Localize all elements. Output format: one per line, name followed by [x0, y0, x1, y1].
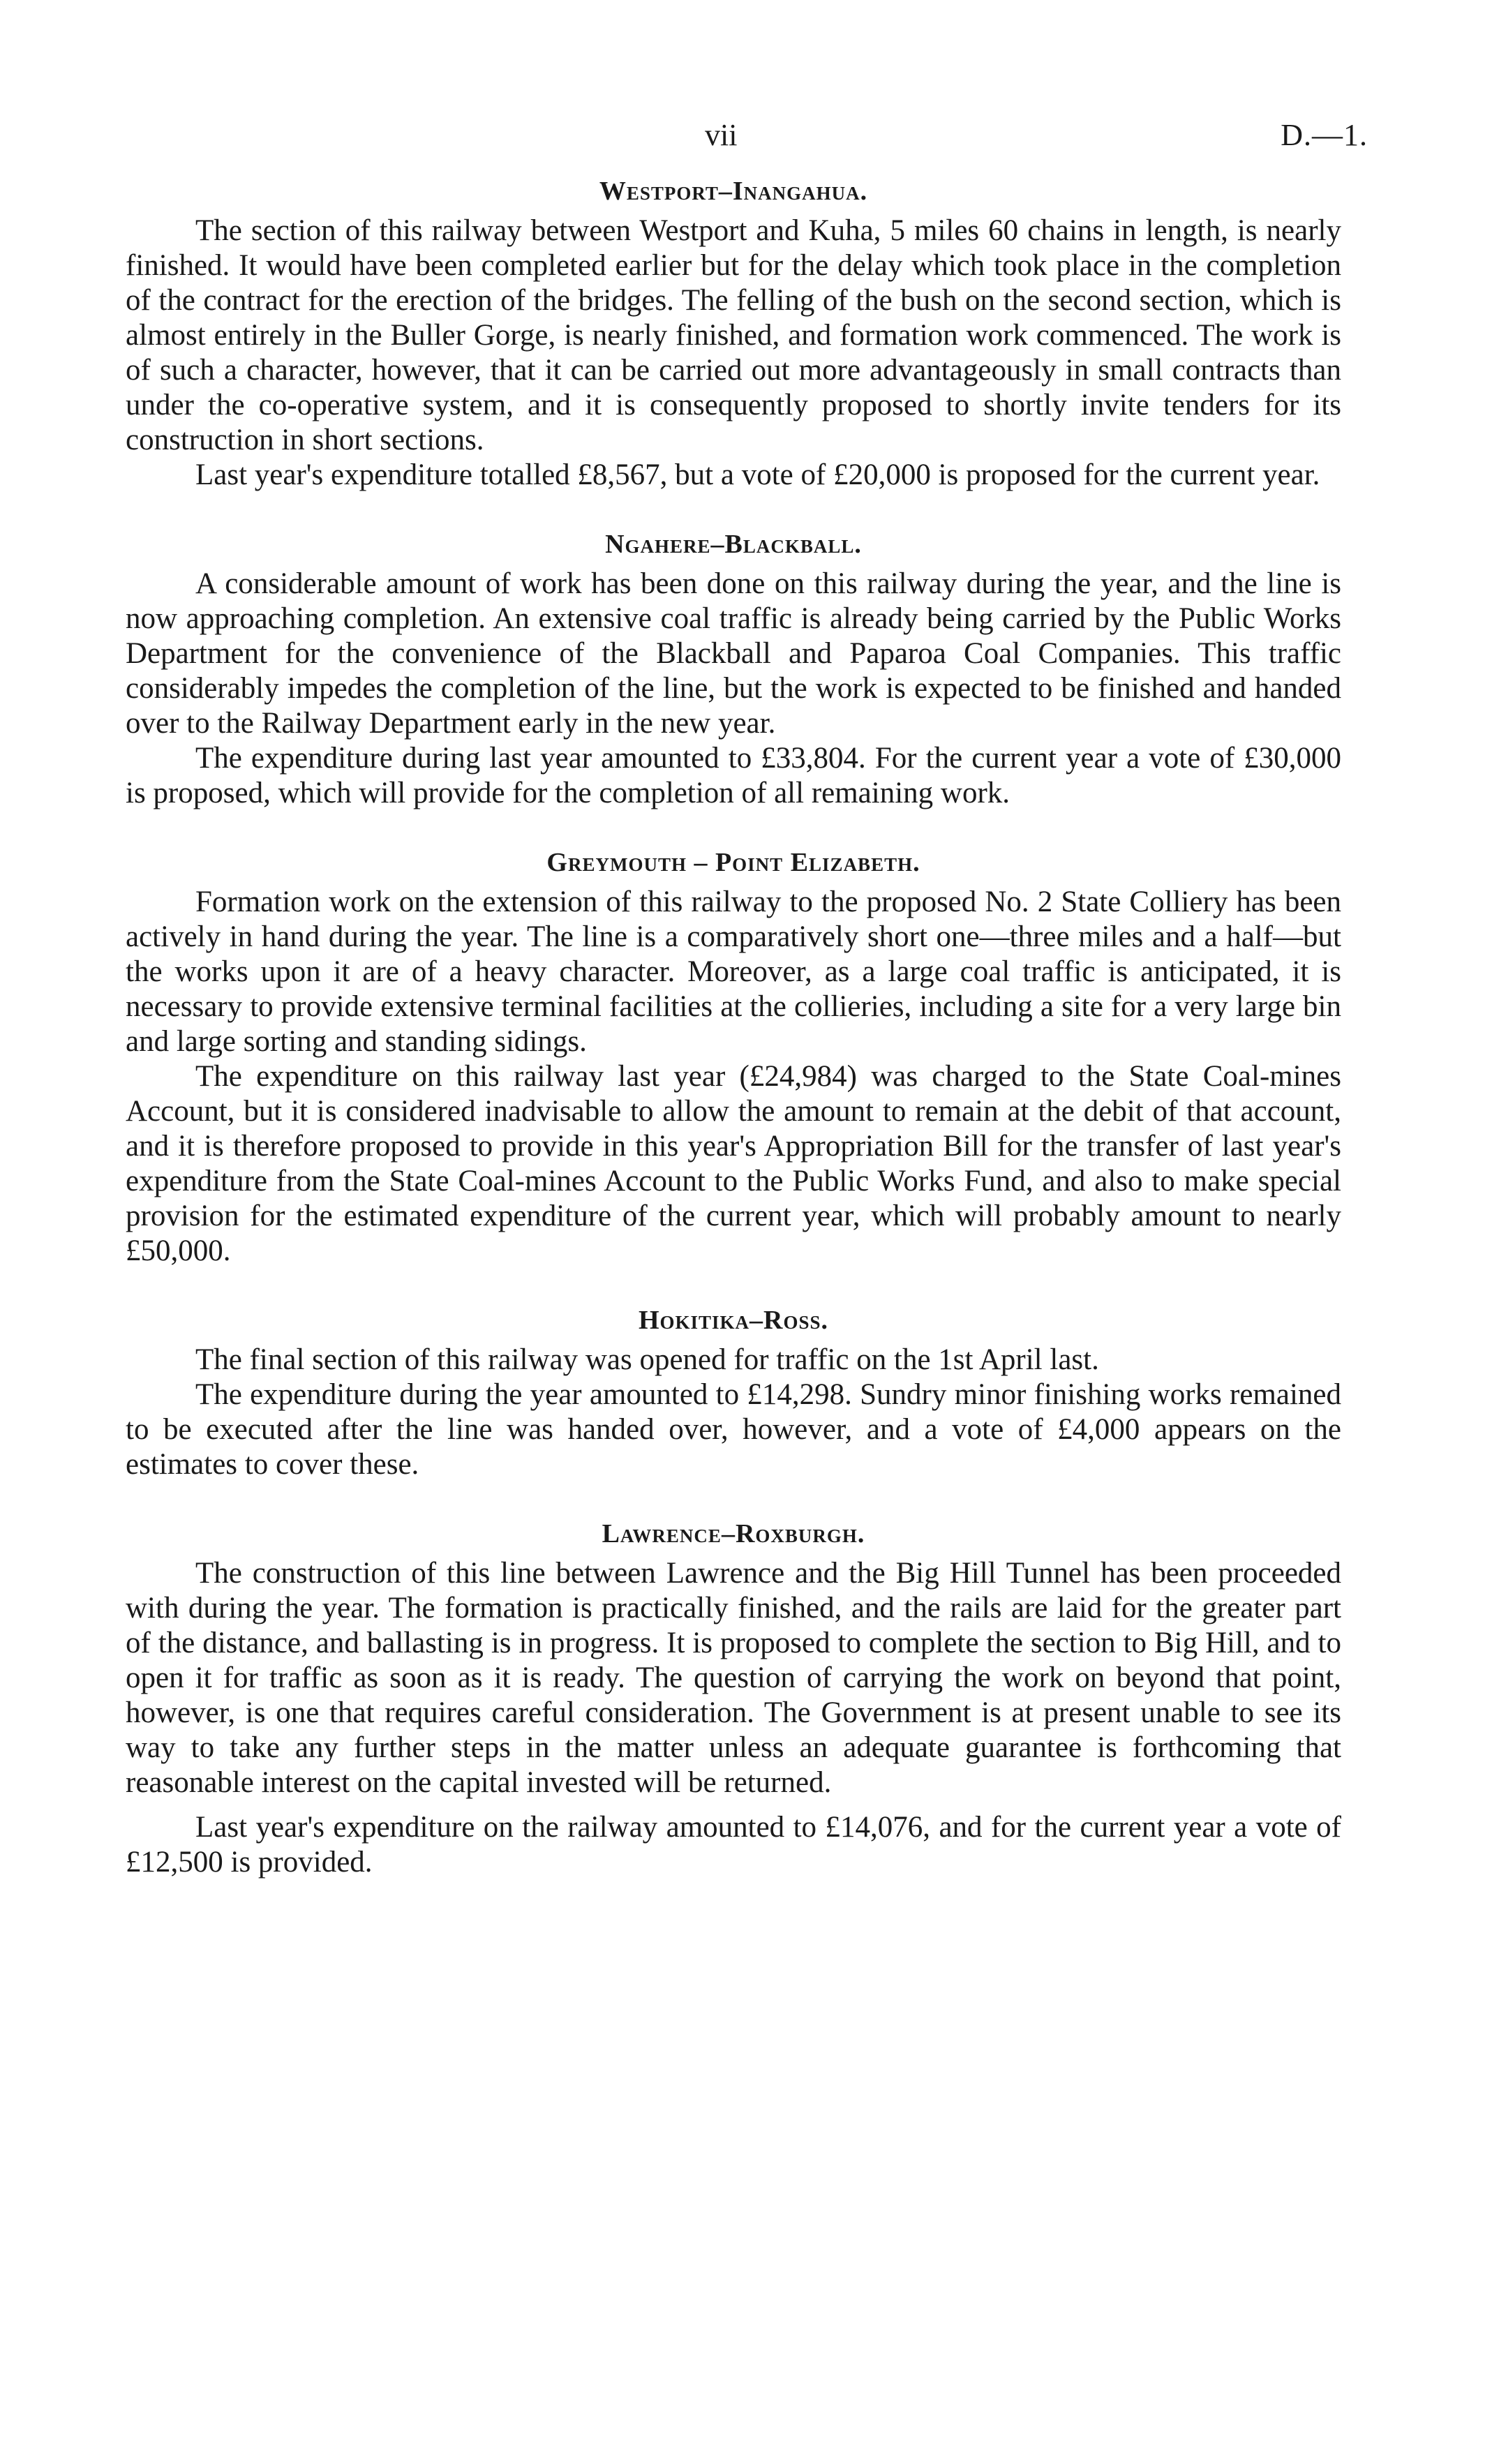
section-heading: Hokitika–Ross.: [638, 1306, 829, 1335]
section-westport-inangahua: [126, 173, 1341, 493]
page-number: vii: [705, 118, 738, 152]
section-heading: Greymouth – Point Elizabeth.: [546, 848, 920, 877]
section-hokitika-ross: [126, 1302, 1341, 1482]
section-heading: Ngahere–Blackball.: [605, 530, 862, 559]
page-header: [0, 117, 1492, 159]
paragraph: The expenditure during the year amounted to £14,298. Sundry minor finishing works remained to be executed after the line was handed over, however, and a vote of £4,000 appears on the estimates to cover these.: [126, 1378, 1341, 1481]
section-lawrence-roxburgh: [126, 1516, 1341, 1880]
paragraph: The final section of this railway was opened for traffic on the 1st April last.: [195, 1343, 1099, 1376]
section-ngahere-blackball: [126, 526, 1341, 811]
section-greymouth-point-elizabeth: [126, 844, 1341, 1269]
paragraph: Last year's expenditure totalled £8,567, but a vote of £20,000 is proposed for the current year.: [195, 458, 1320, 491]
page-body: [126, 173, 1341, 1880]
paragraph: The expenditure on this railway last year (£24,984) was charged to the State Coal-mines Account, but it is considered inadvisable to allow the amount to remain at the debit of that account, and it is therefore proposed to provide in this year's Appropriation Bill for the transfer of last year's expenditure from the State Coal-mines Account to the Public Works Fund, and also to make special provision for the estimated expenditure of the current year, which will probably amount to nearly £50,000.: [126, 1060, 1341, 1267]
paragraph: Last year's expenditure on the railway amounted to £14,076, and for the current year a vote of £12,500 is provided.: [126, 1811, 1341, 1879]
section-heading: Westport–Inangahua.: [599, 177, 868, 206]
paragraph: The expenditure during last year amounted to £33,804. For the current year a vote of £30,000 is proposed, which will provide for the completion of all remaining work.: [126, 742, 1341, 809]
paragraph: The section of this railway between Westport and Kuha, 5 miles 60 chains in length, is nearly finished. It would have been completed earlier but for the delay which took place in the completion of the contract for the erection of the bridges. The felling of the bush on the second section, which is almost entirely in the Buller Gorge, is nearly finished, and formation work commenced. The work is of such a character, however, that it can be carried out more advantageously in small contracts than under the co-operative system, and it is consequently proposed to shortly invite tenders for its construction in short sections.: [126, 214, 1341, 456]
section-heading: Lawrence–Roxburgh.: [602, 1519, 865, 1548]
paragraph: Formation work on the extension of this railway to the proposed No. 2 State Colliery has been actively in hand during the year. The line is a comparatively short one—three miles and a half—but the works upon it are of a heavy character. Moreover, as a large coal traffic is anticipated, it is necessary to provide extensive terminal facilities at the collieries, including a site for a very large bin and large sorting and standing sidings.: [126, 886, 1341, 1058]
paragraph: A considerable amount of work has been done on this railway during the year, and the line is now approaching completion. An extensive coal traffic is already being carried by the Public Works Department for the convenience of the Blackball and Paparoa Coal Companies. This traffic considerably impedes the completion of the line, but the work is expected to be finished and handed over to the Railway Department early in the new year.: [126, 567, 1341, 740]
document-reference: D.—1.: [1281, 118, 1368, 152]
paragraph: The construction of this line between Lawrence and the Big Hill Tunnel has been proceeded with during the year. The formation is practically finished, and the rails are laid for the greater part of the distance, and ballasting is in progress. It is proposed to complete the section to Big Hill, and to open it for traffic as soon as it is ready. The question of carrying the work on beyond that point, however, is one that requires careful consideration. The Government is at present unable to see its way to take any further steps in the matter unless an adequate guarantee is forthcoming that reasonable interest on the capital invested will be returned.: [126, 1557, 1341, 1799]
